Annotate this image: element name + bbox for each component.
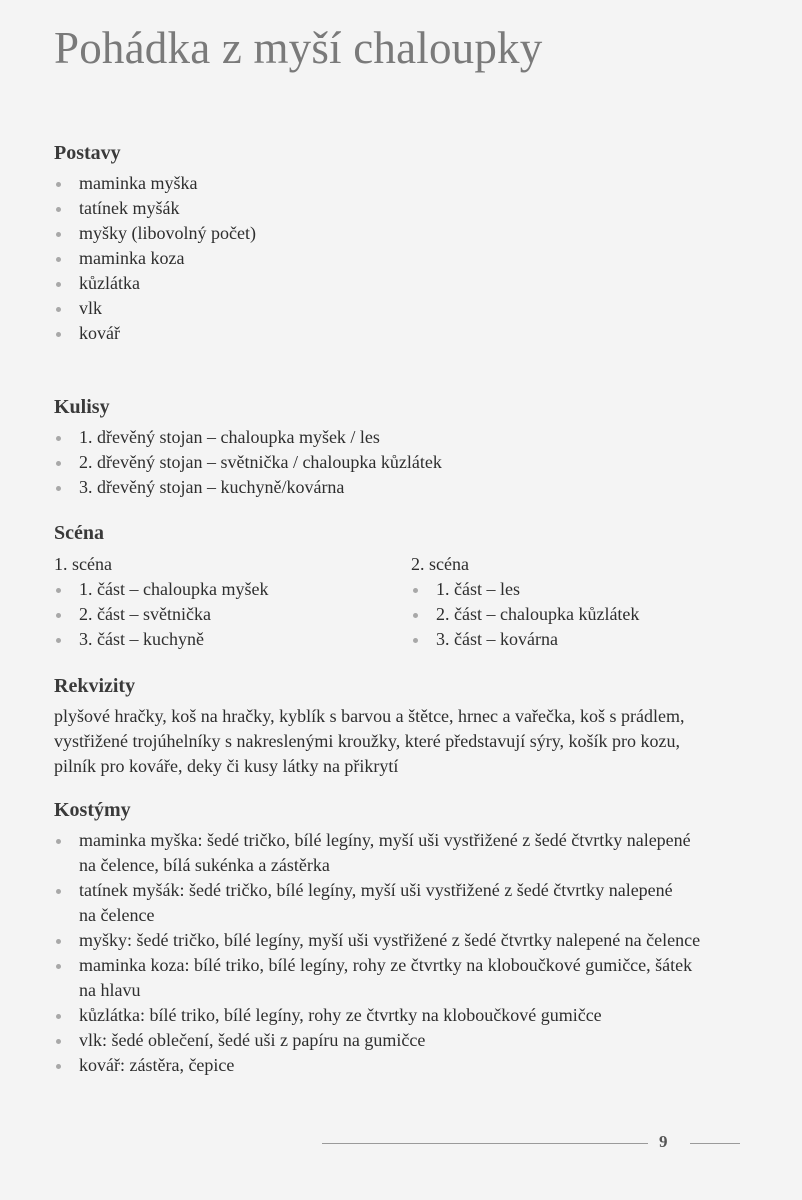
costumes-list	[54, 828, 762, 1078]
list-item	[54, 828, 762, 878]
section-heading-postavy: Postavy	[54, 142, 121, 164]
list-item: maminka koza	[54, 246, 762, 271]
list-item-line: kůzlátka: bílé triko, bílé legíny, rohy ze čtvrtky na kloboučkové gumičce	[79, 1005, 602, 1025]
paragraph-line: pilník pro kováře, deky či kusy látky na přikrytí	[54, 756, 399, 776]
list-item	[54, 1053, 762, 1078]
section-heading-kulisy: Kulisy	[54, 396, 110, 418]
list-item-line: maminka koza: bílé triko, bílé legíny, rohy ze čtvrtky na kloboučkové gumičce, šátek	[79, 955, 693, 975]
scenery-list	[54, 425, 762, 500]
section-scena	[54, 520, 762, 652]
list-item: kůzlátka	[54, 271, 762, 296]
list-item: 3. část – kuchyně	[54, 627, 268, 652]
list-item: 2. část – chaloupka kůzlátek	[411, 602, 639, 627]
scene-columns	[54, 552, 762, 652]
scene-column-1	[54, 552, 268, 652]
section-heading-rekvizity: Rekvizity	[54, 675, 136, 697]
section-rekvizity	[54, 673, 762, 779]
scene-column-2	[411, 552, 639, 652]
list-item	[54, 1003, 762, 1028]
list-item-line: tatínek myšák: šedé tričko, bílé legíny, myší uši vystřižené z šedé čtvrtky nalepené	[79, 880, 673, 900]
list-item: 1. dřevěný stojan – chaloupka myšek / les	[54, 425, 762, 450]
footer-rule-right	[690, 1143, 740, 1144]
scene-title: 1. scéna	[54, 554, 112, 574]
list-item: kovář	[54, 321, 762, 346]
scene-parts-list	[54, 577, 268, 652]
list-item: 1. část – les	[411, 577, 639, 602]
section-heading-scena: Scéna	[54, 522, 104, 544]
footer-rule-left	[322, 1143, 648, 1144]
list-item: tatínek myšák	[54, 196, 762, 221]
section-kulisy	[54, 394, 762, 500]
list-item: vlk	[54, 296, 762, 321]
scene-title: 2. scéna	[411, 554, 469, 574]
list-item-line: vlk: šedé oblečení, šedé uši z papíru na gumičce	[79, 1030, 426, 1050]
page-number: 9	[659, 1132, 668, 1151]
list-item: 2. část – světnička	[54, 602, 268, 627]
section-postavy	[54, 140, 762, 346]
list-item-line: na čelence	[79, 905, 155, 925]
page-title: Pohádka z myší chaloupky	[54, 23, 543, 73]
list-item-line: na čelence, bílá sukénka a zástěrka	[79, 855, 330, 875]
list-item: 3. dřevěný stojan – kuchyně/kovárna	[54, 475, 762, 500]
section-kostymy	[54, 797, 762, 1078]
scene-parts-list	[411, 577, 639, 652]
paragraph-line: plyšové hračky, koš na hračky, kyblík s barvou a štětce, hrnec a vařečka, koš s prádlem,	[54, 706, 685, 726]
props-paragraph	[54, 704, 762, 779]
list-item	[54, 1028, 762, 1053]
list-item: 2. dřevěný stojan – světnička / chaloupka kůzlátek	[54, 450, 762, 475]
list-item-line: maminka myška: šedé tričko, bílé legíny, myší uši vystřižené z šedé čtvrtky nalepené	[79, 830, 691, 850]
list-item: maminka myška	[54, 171, 762, 196]
list-item	[54, 878, 762, 928]
list-item	[54, 953, 762, 1003]
list-item-line: kovář: zástěra, čepice	[79, 1055, 235, 1075]
list-item-line: myšky: šedé tričko, bílé legíny, myší uši vystřižené z šedé čtvrtky nalepené na čelence	[79, 930, 701, 950]
paragraph-line: vystřižené trojúhelníky s nakreslenými kroužky, které představují sýry, košík pro kozu,	[54, 731, 681, 751]
list-item: 3. část – kovárna	[411, 627, 639, 652]
characters-list	[54, 171, 762, 346]
section-heading-kostymy: Kostýmy	[54, 799, 131, 821]
list-item	[54, 928, 762, 953]
list-item-line: na hlavu	[79, 980, 141, 1000]
list-item: myšky (libovolný počet)	[54, 221, 762, 246]
list-item: 1. část – chaloupka myšek	[54, 577, 268, 602]
